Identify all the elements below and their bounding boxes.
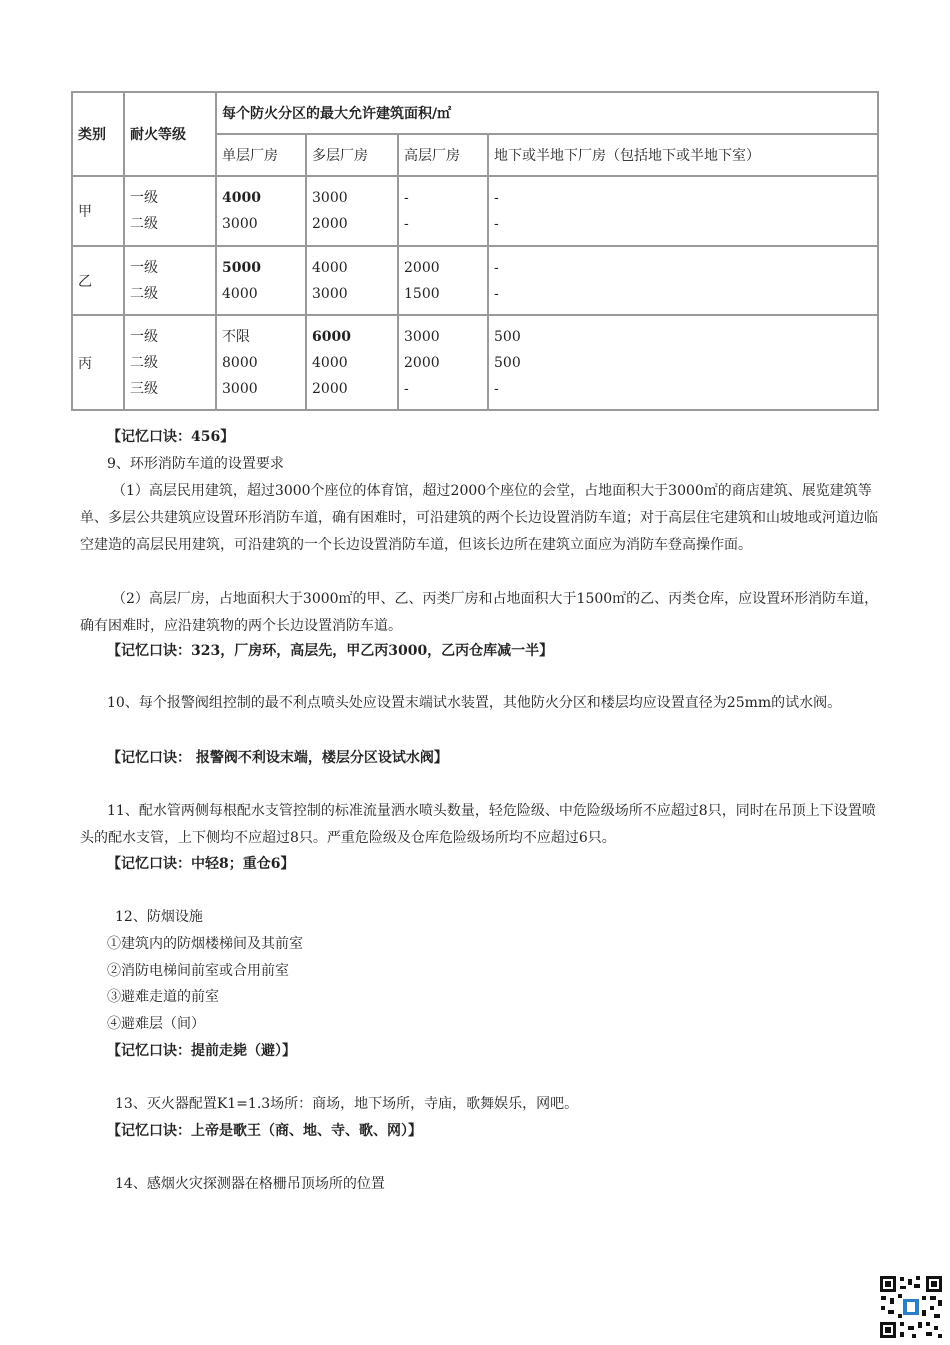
high-value: 2000 <box>404 259 440 276</box>
area-header: 每个防火分区的最大允许建筑面积/㎡ <box>216 92 878 134</box>
category-cell: 乙 <box>72 246 124 315</box>
single-value: 4000 <box>222 190 261 206</box>
under-cell <box>488 246 878 315</box>
grade-cell <box>124 315 216 410</box>
table-row <box>72 246 878 315</box>
mnemonic-456: 【记忆口诀：456】 <box>107 429 235 445</box>
mnemonic-12: 【记忆口诀：提前走毙（避）】 <box>107 1043 296 1059</box>
high-value: - <box>404 380 409 397</box>
high-value: 2000 <box>404 354 440 371</box>
section-10: 10、每个报警阀组控制的最不利点喷头处应设置末端试水装置，其他防火分区和楼层均应设置直径为25mm的试水阀。 <box>107 695 842 711</box>
multi-value: 3000 <box>312 285 348 302</box>
grade-value: 三级 <box>130 380 158 397</box>
grade-value: 二级 <box>130 285 158 302</box>
col-grade-header: 耐火等级 <box>124 92 216 176</box>
high-cell <box>398 246 488 315</box>
under-value: 500 <box>494 328 521 345</box>
section-9-para-1: （1）高层民用建筑，超过3000个座位的体育馆，超过2000个座位的会堂，占地面积大于3000㎡的商店建筑、展览建筑等单、多层公共建筑应设置环形消防车道，确有困难时，可沿建筑的两个长边设置消防车道；对于高层住宅建筑和山坡地或河道边临空建造的高层民用建筑，可沿建筑的一个长边设置消防车道，但该长边所在建筑立面应为消防车登高操作面。 <box>80 483 878 553</box>
under-value: 500 <box>494 354 521 371</box>
single-cell <box>216 315 306 410</box>
grade-value: 二级 <box>130 216 158 232</box>
section-9-para-2: （2）高层厂房，占地面积大于3000㎡的甲、乙、丙类厂房和占地面积大于1500㎡的乙、丙类仓库，应设置环形消防车道，确有困难时，应沿建筑物的两个长边设置消防车道。 <box>80 591 879 634</box>
high-value: - <box>404 216 409 232</box>
section-14: 14、感烟火灾探测器在格栅吊顶场所的位置 <box>115 1176 385 1192</box>
fire-compartment-table <box>71 91 879 411</box>
under-value: - <box>494 259 499 276</box>
under-cell <box>488 315 878 410</box>
qr-code-icon <box>878 1274 944 1340</box>
high-cell <box>398 176 488 246</box>
multi-value: 6000 <box>312 328 351 345</box>
single-value: 3000 <box>222 380 258 397</box>
list-item: ②消防电梯间前室或合用前室 <box>107 963 289 979</box>
sub-header-multi: 多层厂房 <box>306 134 398 176</box>
sub-header-single: 单层厂房 <box>216 134 306 176</box>
grade-cell <box>124 176 216 246</box>
single-cell <box>216 246 306 315</box>
multi-cell <box>306 315 398 410</box>
grade-value: 一级 <box>130 328 158 345</box>
col-category-header: 类别 <box>72 92 124 176</box>
high-cell <box>398 315 488 410</box>
section-9-title: 9、环形消防车道的设置要求 <box>107 456 284 472</box>
single-value: 3000 <box>222 216 258 232</box>
multi-cell <box>306 246 398 315</box>
under-cell <box>488 176 878 246</box>
single-value: 5000 <box>222 259 261 276</box>
single-value: 不限 <box>222 328 250 345</box>
under-value: - <box>494 285 499 302</box>
multi-value: 2000 <box>312 380 348 397</box>
high-value: 3000 <box>404 328 440 345</box>
category-cell: 丙 <box>72 315 124 410</box>
sub-header-underground: 地下或半地下厂房（包括地下或半地下室） <box>488 134 878 176</box>
section-13: 13、灭火器配置K1=1.3场所：商场，地下场所，寺庙，歌舞娱乐，网吧。 <box>115 1096 579 1112</box>
grade-cell <box>124 246 216 315</box>
mnemonic-10: 【记忆口诀： 报警阀不利设末端，楼层分区设试水阀】 <box>107 750 448 766</box>
high-value: 1500 <box>404 285 440 302</box>
grade-value: 一级 <box>130 190 158 206</box>
multi-value: 3000 <box>312 190 348 206</box>
mnemonic-9: 【记忆口诀：323，厂房环，高层先，甲乙丙3000，乙丙仓库减一半】 <box>107 643 554 659</box>
single-value: 8000 <box>222 354 258 371</box>
under-value: - <box>494 380 499 397</box>
mnemonic-13: 【记忆口诀：上帝是歌王（商、地、寺、歌、网）】 <box>107 1123 422 1139</box>
single-value: 4000 <box>222 285 258 302</box>
single-cell <box>216 176 306 246</box>
list-item: ①建筑内的防烟楼梯间及其前室 <box>107 936 303 952</box>
under-value: - <box>494 216 499 232</box>
section-12-title: 12、防烟设施 <box>115 909 203 925</box>
under-value: - <box>494 190 499 206</box>
mnemonic-11: 【记忆口诀：中轻8；重仓6】 <box>107 856 295 872</box>
table-row <box>72 176 878 246</box>
multi-value: 2000 <box>312 216 348 232</box>
grade-value: 二级 <box>130 354 158 371</box>
category-cell: 甲 <box>72 176 124 246</box>
multi-value: 4000 <box>312 259 348 276</box>
multi-cell <box>306 176 398 246</box>
table-row <box>72 315 878 410</box>
list-item: ③避难走道的前室 <box>107 989 219 1005</box>
grade-value: 一级 <box>130 259 158 276</box>
multi-value: 4000 <box>312 354 348 371</box>
sub-header-high: 高层厂房 <box>398 134 488 176</box>
high-value: - <box>404 190 409 206</box>
list-item: ④避难层（间） <box>107 1016 205 1032</box>
section-11: 11、配水管两侧每根配水支管控制的标准流量洒水喷头数量，轻危险级、中危险级场所不应超过8只，同时在吊顶上下设置喷头的配水支管，上下侧均不应超过8只。严重危险级及仓库危险级场所均不应超过6只。 <box>80 803 876 846</box>
